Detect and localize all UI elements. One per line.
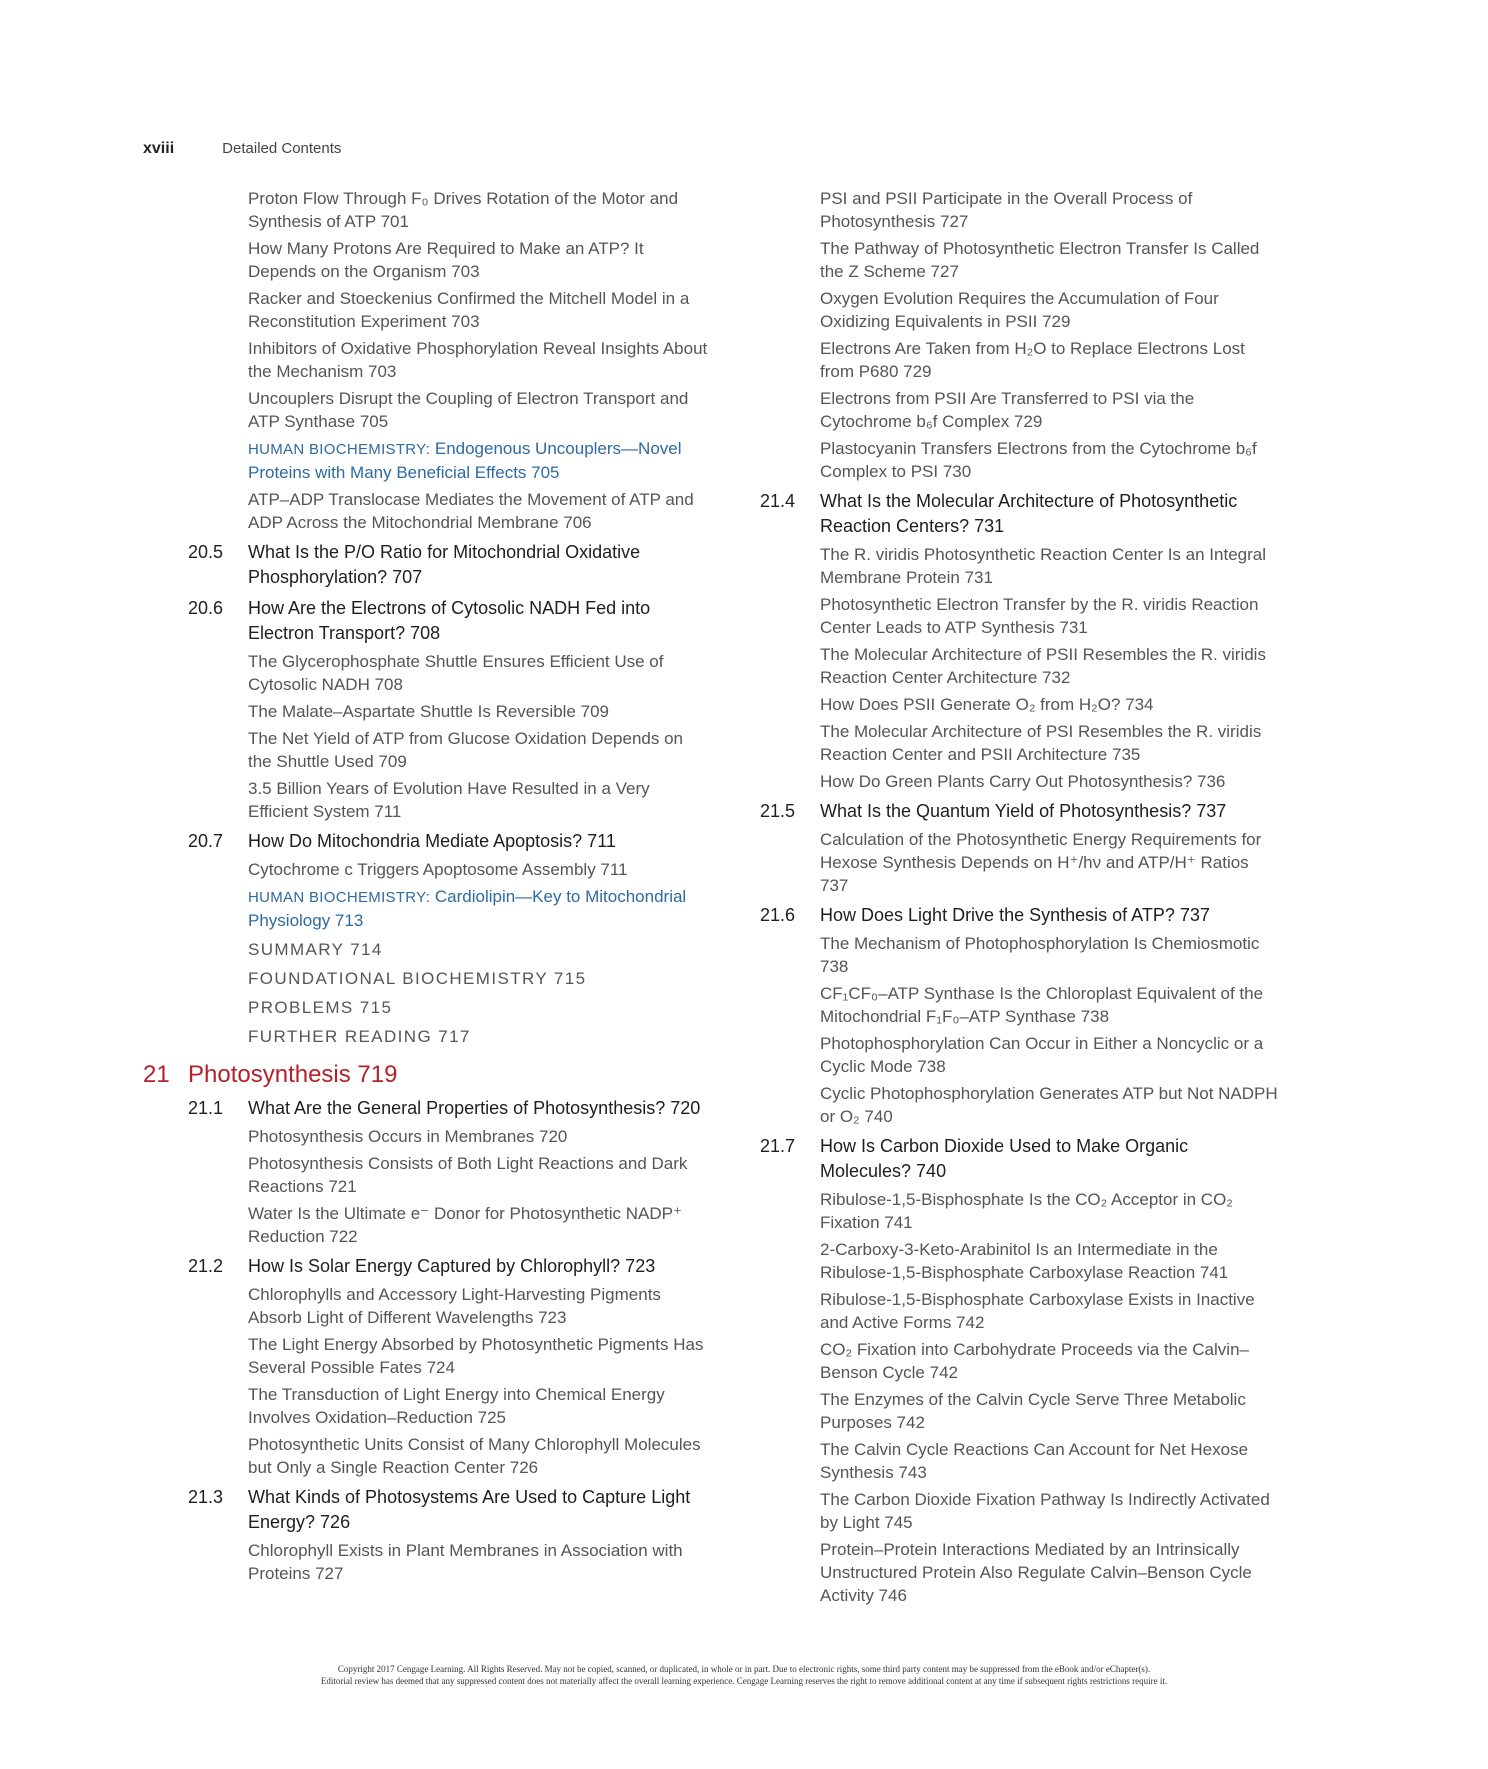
toc-subentry[interactable]: 2-Carboxy-3-Keto-Arabinitol Is an Intermediate in the Ribulose-1,5-Bisphosphate Carboxylase Reaction 741: [820, 1240, 1229, 1282]
section-number: 20.6: [188, 598, 224, 618]
toc-subentry[interactable]: The Carbon Dioxide Fixation Pathway Is Indirectly Activated by Light 745: [820, 1490, 1270, 1532]
toc-subentry[interactable]: The Molecular Architecture of PSII Resembles the R. viridis Reaction Center Architecture 732: [820, 645, 1266, 687]
feature-box-title: Endogenous Uncouplers—Novel Proteins with Many Beneficial Effects 705: [248, 439, 682, 482]
toc-subentry[interactable]: The Malate–Aspartate Shuttle Is Reversible 709: [248, 702, 609, 721]
toc-subentry[interactable]: The Calvin Cycle Reactions Can Account for Net Hexose Synthesis 743: [820, 1440, 1249, 1482]
toc-subentry[interactable]: Electrons Are Taken from H₂O to Replace Electrons Lost from P680 729: [820, 339, 1245, 381]
toc-subentry[interactable]: Chlorophyll Exists in Plant Membranes in Association with Proteins 727: [248, 1541, 683, 1583]
toc-section-entry[interactable]: [188, 1485, 708, 1535]
toc-subentry[interactable]: 3.5 Billion Years of Evolution Have Resulted in a Very Efficient System 711: [248, 779, 650, 821]
toc-subentry[interactable]: Uncouplers Disrupt the Coupling of Electron Transport and ATP Synthase 705: [248, 389, 689, 431]
toc-subentry[interactable]: Racker and Stoeckenius Confirmed the Mitchell Model in a Reconstitution Experiment 703: [248, 289, 690, 331]
toc-section-entry[interactable]: [188, 1096, 708, 1121]
toc-subentry[interactable]: Inhibitors of Oxidative Phosphorylation Reveal Insights About the Mechanism 703: [248, 339, 708, 381]
chapter-title: Photosynthesis 719: [188, 1061, 398, 1088]
section-number: 21.6: [760, 905, 796, 925]
left-column: [143, 187, 708, 1589]
section-number: 21.4: [760, 491, 796, 511]
section-number: 21.2: [188, 1256, 224, 1276]
section-number: 20.7: [188, 831, 224, 851]
toc-chapter-heading[interactable]: [143, 1060, 663, 1090]
toc-subentry[interactable]: The Transduction of Light Energy into Chemical Energy Involves Oxidation–Reduction 725: [248, 1385, 665, 1427]
page-header: [143, 140, 341, 158]
section-number: 21.5: [760, 801, 796, 821]
section-number: 21.7: [760, 1136, 796, 1156]
toc-subentry[interactable]: Ribulose-1,5-Bisphosphate Carboxylase Exists in Inactive and Active Forms 742: [820, 1290, 1255, 1332]
toc-subentry[interactable]: The Pathway of Photosynthetic Electron Transfer Is Called the Z Scheme 727: [820, 239, 1260, 281]
toc-section-entry[interactable]: [188, 1254, 708, 1279]
toc-subentry[interactable]: ATP–ADP Translocase Mediates the Movement of ATP and ADP Across the Mitochondrial Membrane 706: [248, 490, 694, 532]
section-number: 21.1: [188, 1098, 224, 1118]
toc-subentry[interactable]: The Net Yield of ATP from Glucose Oxidation Depends on the Shuttle Used 709: [248, 729, 683, 771]
toc-subentry[interactable]: How Do Green Plants Carry Out Photosynthesis? 736: [820, 772, 1226, 791]
toc-subentry[interactable]: Protein–Protein Interactions Mediated by an Intrinsically Unstructured Protein Also Regulate Calvin–Benson Cycle Activity 746: [820, 1540, 1252, 1605]
toc-section-entry[interactable]: [760, 903, 1280, 928]
toc-subentry[interactable]: How Many Protons Are Required to Make an ATP? It Depends on the Organism 703: [248, 239, 644, 281]
toc-section-entry[interactable]: [188, 829, 708, 854]
toc-section-entry[interactable]: [188, 596, 708, 646]
toc-subentry[interactable]: How Does PSII Generate O₂ from H₂O? 734: [820, 695, 1154, 714]
section-title: How Does Light Drive the Synthesis of ATP? 737: [820, 905, 1210, 925]
toc-subentry[interactable]: The Mechanism of Photophosphorylation Is Chemiosmotic 738: [820, 934, 1260, 976]
toc-subentry[interactable]: Photosynthetic Electron Transfer by the R. viridis Reaction Center Leads to ATP Synthesis 731: [820, 595, 1259, 637]
toc-subentry[interactable]: Proton Flow Through F₀ Drives Rotation of the Motor and Synthesis of ATP 701: [248, 189, 679, 231]
toc-subentry[interactable]: Photophosphorylation Can Occur in Either a Noncyclic or a Cyclic Mode 738: [820, 1034, 1264, 1076]
section-title: How Do Mitochondria Mediate Apoptosis? 711: [248, 831, 616, 851]
toc-section-entry[interactable]: [760, 1134, 1280, 1184]
toc-subentry[interactable]: Photosynthetic Units Consist of Many Chlorophyll Molecules but Only a Single Reaction Center 726: [248, 1435, 701, 1477]
running-title: Detailed Contents: [222, 140, 342, 157]
feature-box-title: Cardiolipin—Key to Mitochondrial Physiology 713: [248, 887, 687, 930]
toc-subentry[interactable]: CO₂ Fixation into Carbohydrate Proceeds via the Calvin–Benson Cycle 742: [820, 1340, 1249, 1382]
toc-subentry[interactable]: Plastocyanin Transfers Electrons from the Cytochrome b₆f Complex to PSI 730: [820, 439, 1257, 481]
section-number: 21.3: [188, 1487, 224, 1507]
toc-subentry[interactable]: Photosynthesis Consists of Both Light Reactions and Dark Reactions 721: [248, 1154, 688, 1196]
toc-subentry[interactable]: Water Is the Ultimate e⁻ Donor for Photosynthetic NADP⁺ Reduction 722: [248, 1204, 682, 1246]
toc-subentry[interactable]: The Light Energy Absorbed by Photosynthetic Pigments Has Several Possible Fates 724: [248, 1335, 704, 1377]
section-number: 20.5: [188, 542, 224, 562]
toc-subentry[interactable]: Electrons from PSII Are Transferred to PSI via the Cytochrome b₆f Complex 729: [820, 389, 1195, 431]
section-title: What Is the Molecular Architecture of Photosynthetic Reaction Centers? 731: [820, 491, 1238, 536]
toc-feature-box-entry[interactable]: [188, 885, 708, 932]
section-title: How Is Solar Energy Captured by Chlorophyll? 723: [248, 1256, 656, 1276]
right-column: [760, 187, 1280, 1611]
toc-subentry[interactable]: The Molecular Architecture of PSI Resembles the R. viridis Reaction Center and PSII Architecture 735: [820, 722, 1262, 764]
toc-feature-box-entry[interactable]: [188, 437, 708, 484]
copyright-footer: [0, 1663, 1488, 1687]
feature-box-label: HUMAN BIOCHEMISTRY:: [248, 441, 431, 458]
toc-subentry[interactable]: Cytochrome c Triggers Apoptosome Assembly 711: [248, 860, 628, 879]
chapter-number: 21: [143, 1061, 170, 1088]
toc-subentry[interactable]: Calculation of the Photosynthetic Energy Requirements for Hexose Synthesis Depends on H⁺/hν and ATP/H⁺ Ratios 737: [820, 830, 1262, 895]
page-number: xviii: [143, 140, 175, 157]
toc-backmatter-entry[interactable]: FOUNDATIONAL BIOCHEMISTRY 715: [248, 969, 587, 988]
toc-subentry[interactable]: Chlorophylls and Accessory Light-Harvesting Pigments Absorb Light of Different Wavelengths 723: [248, 1285, 661, 1327]
toc-backmatter-entry[interactable]: PROBLEMS 715: [248, 998, 393, 1017]
footer-line-2: Editorial review has deemed that any suppressed content does not materially affect the overall learning experience. Cengage Learning reserves the right to remove additional content at any time if subsequent rights restrictions require it.: [320, 1676, 1168, 1686]
toc-subentry[interactable]: Ribulose-1,5-Bisphosphate Is the CO₂ Acceptor in CO₂ Fixation 741: [820, 1190, 1233, 1232]
feature-box-label: HUMAN BIOCHEMISTRY:: [248, 889, 431, 906]
section-title: What Kinds of Photosystems Are Used to Capture Light Energy? 726: [248, 1487, 691, 1532]
toc-backmatter-entry[interactable]: SUMMARY 714: [248, 940, 383, 959]
toc-subentry[interactable]: CF₁CF₀–ATP Synthase Is the Chloroplast Equivalent of the Mitochondrial F₁F₀–ATP Synthase 738: [820, 984, 1264, 1026]
toc-subentry[interactable]: Photosynthesis Occurs in Membranes 720: [248, 1127, 568, 1146]
toc-backmatter-entry[interactable]: FURTHER READING 717: [248, 1027, 471, 1046]
section-title: What Is the P/O Ratio for Mitochondrial Oxidative Phosphorylation? 707: [248, 542, 641, 587]
toc-subentry[interactable]: The Glycerophosphate Shuttle Ensures Efficient Use of Cytosolic NADH 708: [248, 652, 664, 694]
toc-subentry[interactable]: Oxygen Evolution Requires the Accumulation of Four Oxidizing Equivalents in PSII 729: [820, 289, 1219, 331]
section-title: What Is the Quantum Yield of Photosynthesis? 737: [820, 801, 1227, 821]
section-title: What Are the General Properties of Photosynthesis? 720: [248, 1098, 701, 1118]
toc-section-entry[interactable]: [188, 540, 708, 590]
section-title: How Is Carbon Dioxide Used to Make Organic Molecules? 740: [820, 1136, 1189, 1181]
toc-subentry[interactable]: The Enzymes of the Calvin Cycle Serve Three Metabolic Purposes 742: [820, 1390, 1246, 1432]
toc-section-entry[interactable]: [760, 799, 1280, 824]
toc-section-entry[interactable]: [760, 489, 1280, 539]
footer-line-1: Copyright 2017 Cengage Learning. All Rights Reserved. May not be copied, scanned, or duplicated, in whole or in part. Due to electronic rights, some third party content may be suppressed from the eBook and/or eChapter(s).: [337, 1664, 1151, 1674]
toc-subentry[interactable]: The R. viridis Photosynthetic Reaction Center Is an Integral Membrane Protein 731: [820, 545, 1266, 587]
section-title: How Are the Electrons of Cytosolic NADH Fed into Electron Transport? 708: [248, 598, 651, 643]
toc-subentry[interactable]: Cyclic Photophosphorylation Generates ATP but Not NADPH or O₂ 740: [820, 1084, 1278, 1126]
toc-subentry[interactable]: PSI and PSII Participate in the Overall Process of Photosynthesis 727: [820, 189, 1193, 231]
